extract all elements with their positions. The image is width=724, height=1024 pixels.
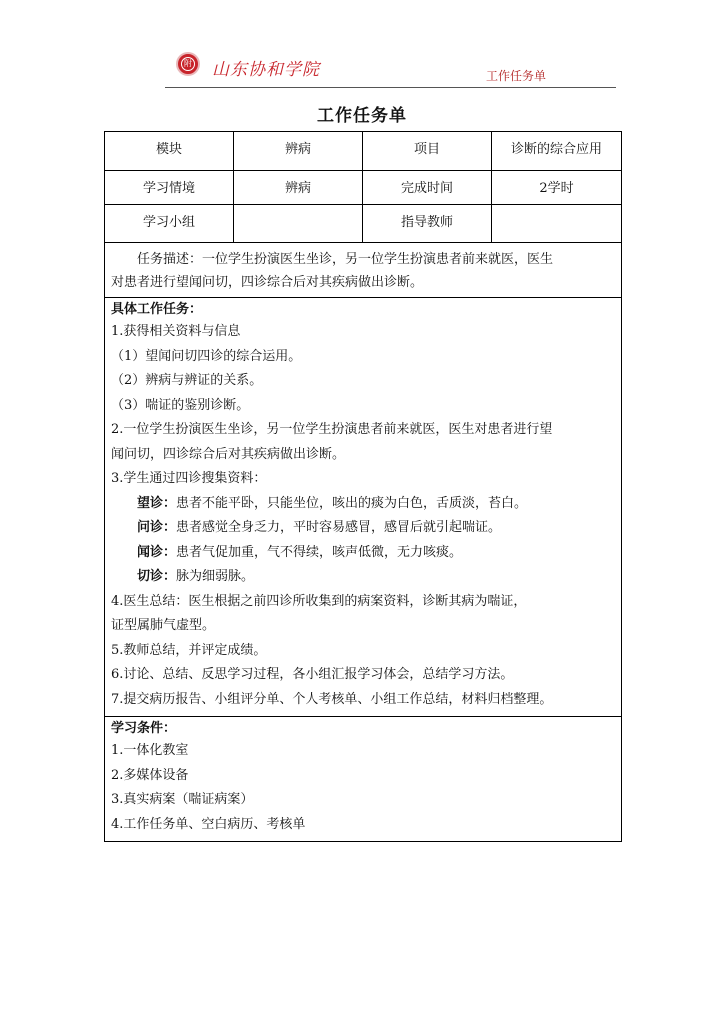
diagnosis-inquiry bbox=[111, 516, 615, 541]
condition-item: 1.一体化教室 bbox=[111, 743, 189, 758]
task-item-continued: 闻问切，四诊综合后对其疾病做出诊断。 bbox=[111, 446, 346, 462]
header-divider bbox=[165, 87, 616, 88]
task-subitem: （2）辨病与辨证的关系。 bbox=[111, 373, 263, 388]
task-item: 4.医生总结：医生根据之前四诊所收集到的病案资料，诊断其病为喘证， bbox=[111, 593, 527, 609]
module-label: 模块 bbox=[105, 132, 234, 170]
context-value: 辨病 bbox=[234, 171, 363, 204]
diagnosis-inspection bbox=[111, 492, 615, 517]
tasks-section bbox=[105, 298, 621, 717]
teacher-label: 指导教师 bbox=[363, 205, 492, 242]
listening-label: 闻诊： bbox=[137, 544, 177, 560]
condition-item: 4.工作任务单、空白病历、考核单 bbox=[111, 816, 306, 832]
task-sheet-table bbox=[104, 131, 622, 842]
inquiry-text: 患者感觉全身乏力，平时容易感冒，感冒后就引起喘证。 bbox=[176, 520, 502, 535]
task-item: 1.获得相关资料与信息 bbox=[111, 324, 241, 339]
condition-item: 2.多媒体设备 bbox=[111, 767, 189, 783]
module-value: 辨病 bbox=[234, 132, 363, 170]
task-item-continued: 证型属肺气虚型。 bbox=[111, 618, 216, 633]
info-row bbox=[105, 132, 621, 171]
page-title: 工作任务单 bbox=[317, 106, 407, 126]
conditions-heading: 学习条件： bbox=[111, 721, 177, 736]
palpation-label: 切诊： bbox=[137, 569, 177, 584]
info-row bbox=[105, 171, 621, 205]
info-row bbox=[105, 205, 621, 243]
task-description bbox=[105, 243, 621, 298]
inquiry-label: 问诊： bbox=[137, 520, 177, 535]
project-value: 诊断的综合应用 bbox=[510, 142, 602, 157]
inspection-text: 患者不能平卧，只能坐位，咳出的痰为白色，舌质淡，苔白。 bbox=[176, 495, 528, 511]
diagnosis-listening bbox=[111, 541, 615, 566]
college-logo-text: 山东协和学院 bbox=[212, 60, 320, 80]
inspection-label: 望诊： bbox=[137, 495, 177, 511]
condition-item: 3.真实病案（喘证病案） bbox=[111, 792, 254, 807]
teacher-value bbox=[492, 205, 621, 242]
college-seal-icon bbox=[176, 52, 200, 76]
task-subitem: （3）喘证的鉴别诊断。 bbox=[111, 397, 250, 413]
project-label: 项目 bbox=[363, 132, 492, 170]
description-line: 任务描述：一位学生扮演医生坐诊，另一位学生扮演患者前来就医，医生 bbox=[137, 252, 554, 267]
task-item: 6.讨论、总结、反思学习过程，各小组汇报学习体会，总结学习方法。 bbox=[111, 667, 514, 682]
seal-text: 附 bbox=[181, 57, 195, 71]
duration-label: 完成时间 bbox=[363, 171, 492, 204]
task-subitem: （1）望闻问切四诊的综合运用。 bbox=[111, 348, 302, 364]
listening-text: 患者气促加重，气不得续，咳声低微，无力咳痰。 bbox=[176, 544, 463, 560]
conditions-section bbox=[105, 717, 621, 841]
page-header bbox=[0, 0, 724, 95]
task-item: 7.提交病历报告、小组评分单、个人考核单、小组工作总结，材料归档整理。 bbox=[111, 691, 553, 707]
duration-value: 2学时 bbox=[539, 181, 574, 196]
palpation-text: 脉为细弱脉。 bbox=[176, 569, 255, 584]
tasks-heading: 具体工作任务： bbox=[111, 302, 203, 317]
header-doc-label: 工作任务单 bbox=[486, 69, 547, 83]
description-line: 对患者进行望闻问切，四诊综合后对其疾病做出诊断。 bbox=[111, 275, 424, 290]
group-label: 学习小组 bbox=[105, 205, 234, 242]
diagnosis-palpation bbox=[111, 565, 615, 590]
task-item: 5.教师总结，并评定成绩。 bbox=[111, 642, 267, 658]
group-value bbox=[234, 205, 363, 242]
context-label: 学习情境 bbox=[105, 171, 234, 204]
task-item: 2.一位学生扮演医生坐诊，另一位学生扮演患者前来就医，医生对患者进行望 bbox=[111, 422, 553, 437]
task-item: 3.学生通过四诊搜集资料： bbox=[111, 471, 267, 486]
